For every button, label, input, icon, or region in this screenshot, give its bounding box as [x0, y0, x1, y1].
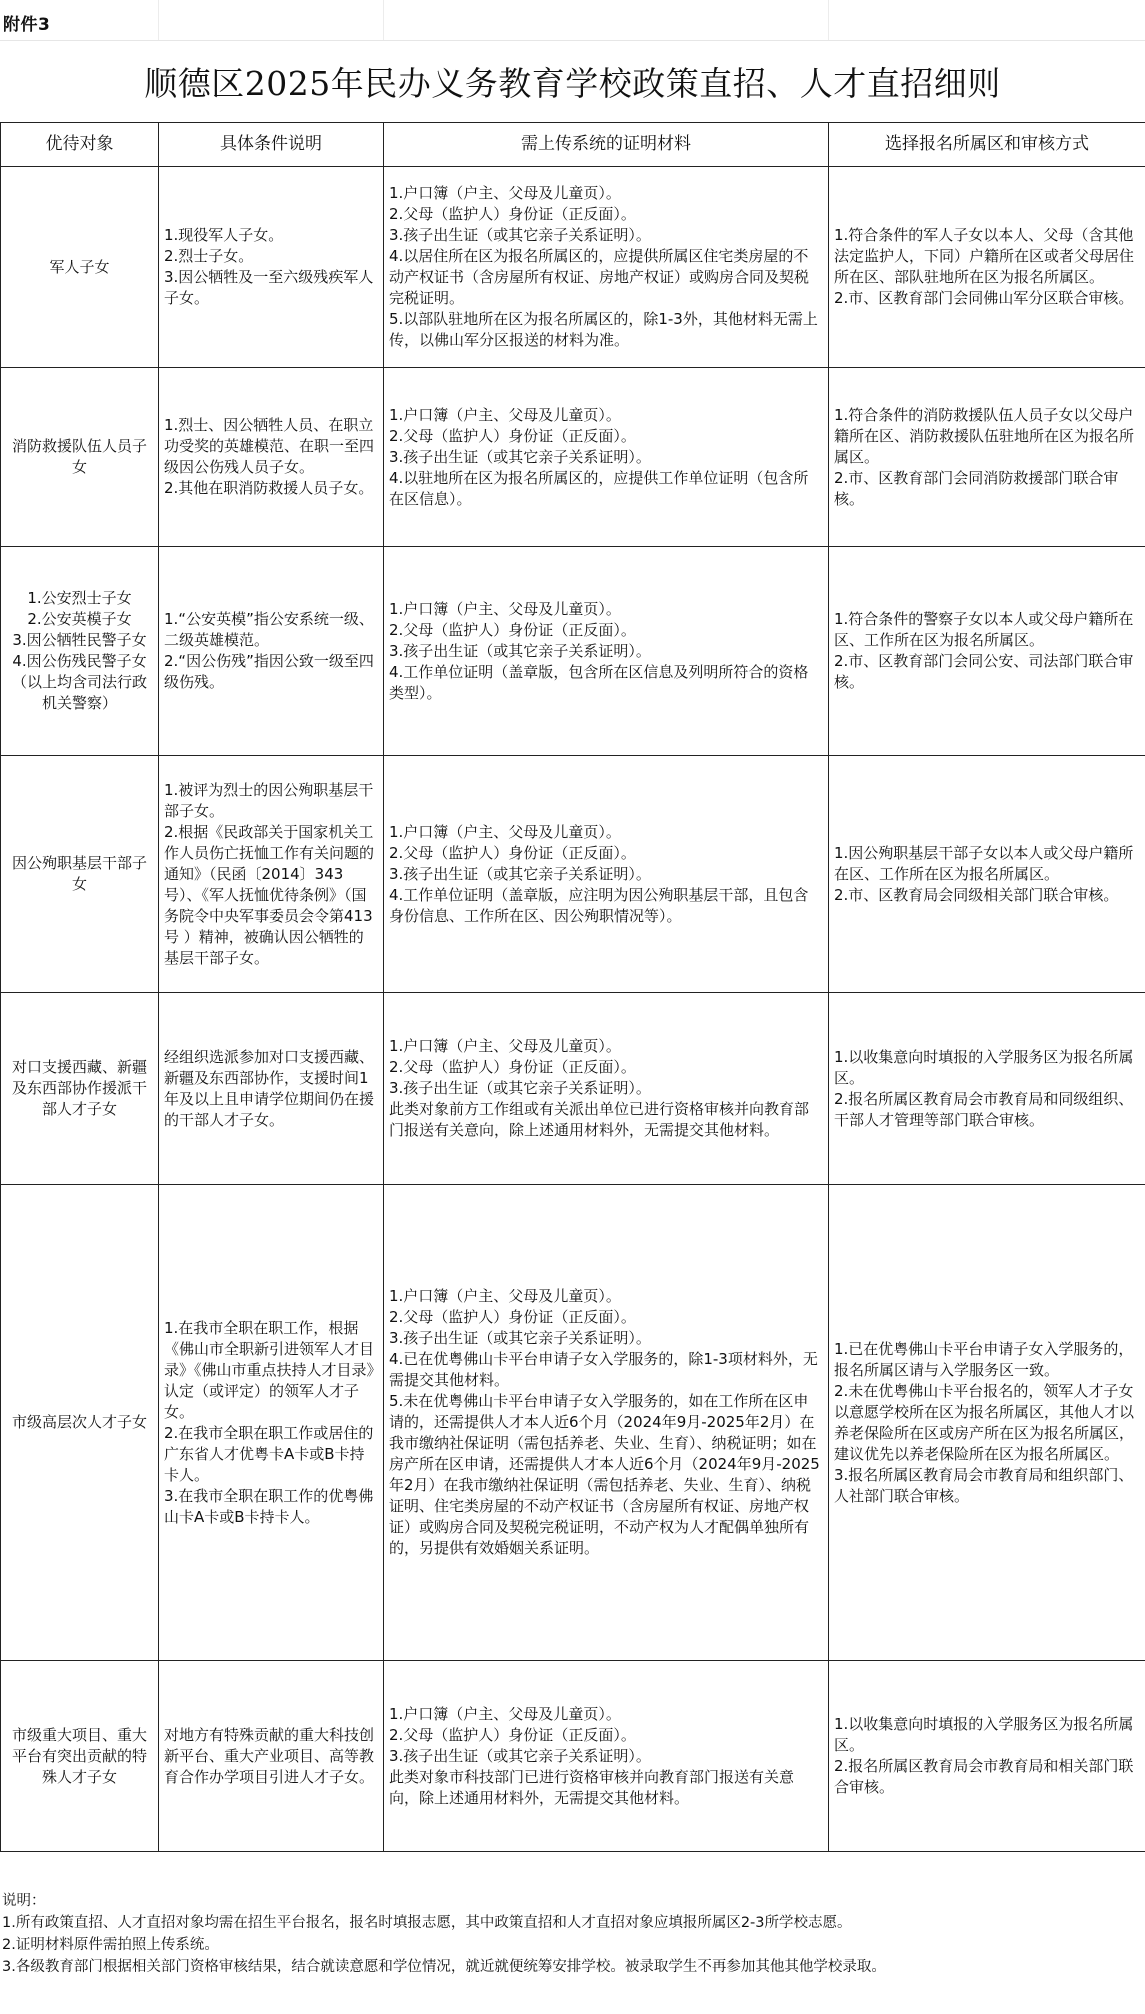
row-materials: 1.户口簿（户主、父母及儿童页）。 2.父母（监护人）身份证（正反面）。 3.孩子出生证（或其它亲子关系证明）。 4.工作单位证明（盖章版，应注明为因公殉职基层干部，且包含身份信息、工作所在区、因公殉职情况等）。 [384, 756, 829, 993]
row-materials: 1.户口簿（户主、父母及儿童页）。 2.父母（监护人）身份证（正反面）。 3.孩子出生证（或其它亲子关系证明）。 4.以驻地所在区为报名所属区的，应提供工作单位证明（包含所在区信息）。 [384, 368, 829, 547]
table-row [1, 547, 1145, 756]
notes-section [2, 1890, 1142, 1978]
row-target: 因公殉职基层干部子女 [1, 756, 159, 993]
row-review: 1.符合条件的消防救援队伍人员子女以父母户籍所在区、消防救援队伍驻地所在区为报名所属区。 2.市、区教育部门会同消防救援部门联合审核。 [829, 368, 1145, 547]
row-review: 1.因公殉职基层干部子女以本人或父母户籍所在区、工作所在区为报名所属区。 2.市、区教育局会同级相关部门联合审核。 [829, 756, 1145, 993]
row-materials: 1.户口簿（户主、父母及儿童页）。 2.父母（监护人）身份证（正反面）。 3.孩子出生证（或其它亲子关系证明）。 此类对象前方工作组或有关派出单位已进行资格审核并向教育部门报送有关意向，除上述通用材料外，无需提交其他材料。 [384, 993, 829, 1185]
table-row [1, 368, 1145, 547]
spreadsheet-header-gridline [0, 0, 1145, 41]
header-conditions: 具体条件说明 [159, 123, 384, 167]
row-materials: 1.户口簿（户主、父母及儿童页）。 2.父母（监护人）身份证（正反面）。 3.孩子出生证（或其它亲子关系证明）。 此类对象市科技部门已进行资格审核并向教育部门报送有关意向，除上述通用材料外，无需提交其他材料。 [384, 1661, 829, 1852]
row-conditions: 1.“公安英模”指公安系统一级、二级英雄模范。 2.“因公伤残”指因公致一级至四级伤残。 [159, 547, 384, 756]
spreadsheet-column-divider [383, 0, 384, 40]
row-target: 消防救援队伍人员子女 [1, 368, 159, 547]
note-item: 3.各级教育部门根据相关部门资格审核结果，结合就读意愿和学位情况，就近就便统筹安排学校。被录取学生不再参加其他其他学校录取。 [2, 1959, 886, 1975]
row-conditions: 对地方有特殊贡献的重大科技创新平台、重大产业项目、高等教育合作办学项目引进人才子女。 [159, 1661, 384, 1852]
row-target: 对口支援西藏、新疆及东西部协作援派干部人才子女 [1, 993, 159, 1185]
page-title: 顺德区2025年民办义务教育学校政策直招、人才直招细则 [144, 64, 1001, 103]
spreadsheet-column-divider [828, 0, 829, 40]
table-row [1, 993, 1145, 1185]
row-review: 1.已在优粤佛山卡平台申请子女入学服务的，报名所属区请与入学服务区一致。 2.未在优粤佛山卡平台报名的，领军人才子女以意愿学校所在区为报名所属区，其他人才以养老保险所在区或房产所在区为报名所属区，建议优先以养老保险所在区为报名所属区。 3.报名所属区教育局会市教育局和组织部门、人社部门联合审核。 [829, 1185, 1145, 1661]
header-target: 优待对象 [1, 123, 159, 167]
row-review: 1.以收集意向时填报的入学服务区为报名所属区。 2.报名所属区教育局会市教育局和相关部门联合审核。 [829, 1661, 1145, 1852]
row-conditions: 1.烈士、因公牺牲人员、在职立功受奖的英雄模范、在职一至四级因公伤残人员子女。 2.其他在职消防救援人员子女。 [159, 368, 384, 547]
header-materials: 需上传系统的证明材料 [384, 123, 829, 167]
header-review: 选择报名所属区和审核方式 [829, 123, 1145, 167]
table-row [1, 1661, 1145, 1852]
row-target: 市级高层次人才子女 [1, 1185, 159, 1661]
row-materials: 1.户口簿（户主、父母及儿童页）。 2.父母（监护人）身份证（正反面）。 3.孩子出生证（或其它亲子关系证明）。 4.工作单位证明（盖章版，包含所在区信息及列明所符合的资格类型）。 [384, 547, 829, 756]
row-target: 军人子女 [1, 167, 159, 368]
spreadsheet-column-divider [158, 0, 159, 40]
note-item: 1.所有政策直招、人才直招对象均需在招生平台报名，报名时填报志愿，其中政策直招和人才直招对象应填报所属区2-3所学校志愿。 [2, 1915, 852, 1931]
row-materials: 1.户口簿（户主、父母及儿童页）。 2.父母（监护人）身份证（正反面）。 3.孩子出生证（或其它亲子关系证明）。 4.已在优粤佛山卡平台申请子女入学服务的，除1-3项材料外，无需提交其他材料。 5.未在优粤佛山卡平台申请子女入学服务的，如在工作所在区申请的，还需提供人才本人近6个月（2024年9月-2025年2月）在我市缴纳社保证明（需包括养老、失业、生育）、纳税证明；如在房产所在区申请，还需提供人才本人近6个月（2024年9月-2025年2月）在我市缴纳社保证明（需包括养老、失业、生育）、纳税证明、住宅类房屋的不动产权证书（含房屋所有权证、房地产权证）或购房合同及契税完税证明，不动产权为人才配偶单独所有的，另提供有效婚姻关系证明。 [384, 1185, 829, 1661]
note-item: 2.证明材料原件需拍照上传系统。 [2, 1937, 219, 1953]
row-materials: 1.户口簿（户主、父母及儿童页）。 2.父母（监护人）身份证（正反面）。 3.孩子出生证（或其它亲子关系证明）。 4.以居住所在区为报名所属区的，应提供所属区住宅类房屋的不动产权证书（含房屋所有权证、房地产权证）或购房合同及契税完税证明。 5.以部队驻地所在区为报名所属区的，除1-3外，其他材料无需上传，以佛山军分区报送的材料为准。 [384, 167, 829, 368]
notes-label: 说明： [2, 1893, 46, 1909]
row-conditions: 1.在我市全职在职工作，根据《佛山市全职新引进领军人才目录》《佛山市重点扶持人才目录》认定（或评定）的领军人才子女。 2.在我市全职在职工作或居住的广东省人才优粤卡A卡或B卡持卡人。 3.在我市全职在职工作的优粤佛山卡A卡或B卡持卡人。 [159, 1185, 384, 1661]
policy-table [0, 122, 1145, 1852]
row-target: 1.公安烈士子女 2.公安英模子女 3.因公牺牲民警子女 4.因公伤残民警子女 （以上均含司法行政机关警察） [1, 547, 159, 756]
row-review: 1.符合条件的军人子女以本人、父母（含其他法定监护人，下同）户籍所在区或者父母居住所在区、部队驻地所在区为报名所属区。 2.市、区教育部门会同佛山军分区联合审核。 [829, 167, 1145, 368]
row-target: 市级重大项目、重大平台有突出贡献的特殊人才子女 [1, 1661, 159, 1852]
row-conditions: 经组织选派参加对口支援西藏、新疆及东西部协作，支援时间1年及以上且申请学位期间仍在援的干部人才子女。 [159, 993, 384, 1185]
table-row [1, 167, 1145, 368]
table-header-row [1, 123, 1145, 167]
table-row [1, 1185, 1145, 1661]
attachment-label: 附件3 [3, 15, 51, 35]
row-conditions: 1.现役军人子女。 2.烈士子女。 3.因公牺牲及一至六级残疾军人子女。 [159, 167, 384, 368]
row-review: 1.符合条件的警察子女以本人或父母户籍所在区、工作所在区为报名所属区。 2.市、区教育部门会同公安、司法部门联合审核。 [829, 547, 1145, 756]
table-row [1, 756, 1145, 993]
row-conditions: 1.被评为烈士的因公殉职基层干部子女。 2.根据《民政部关于国家机关工作人员伤亡抚恤工作有关问题的通知》（民函〔2014〕343号）、《军人抚恤优待条例》（国务院令中央军事委员会令第413号 ）精神，被确认因公牺牲的基层干部子女。 [159, 756, 384, 993]
row-review: 1.以收集意向时填报的入学服务区为报名所属区。 2.报名所属区教育局会市教育局和同级组织、干部人才管理等部门联合审核。 [829, 993, 1145, 1185]
